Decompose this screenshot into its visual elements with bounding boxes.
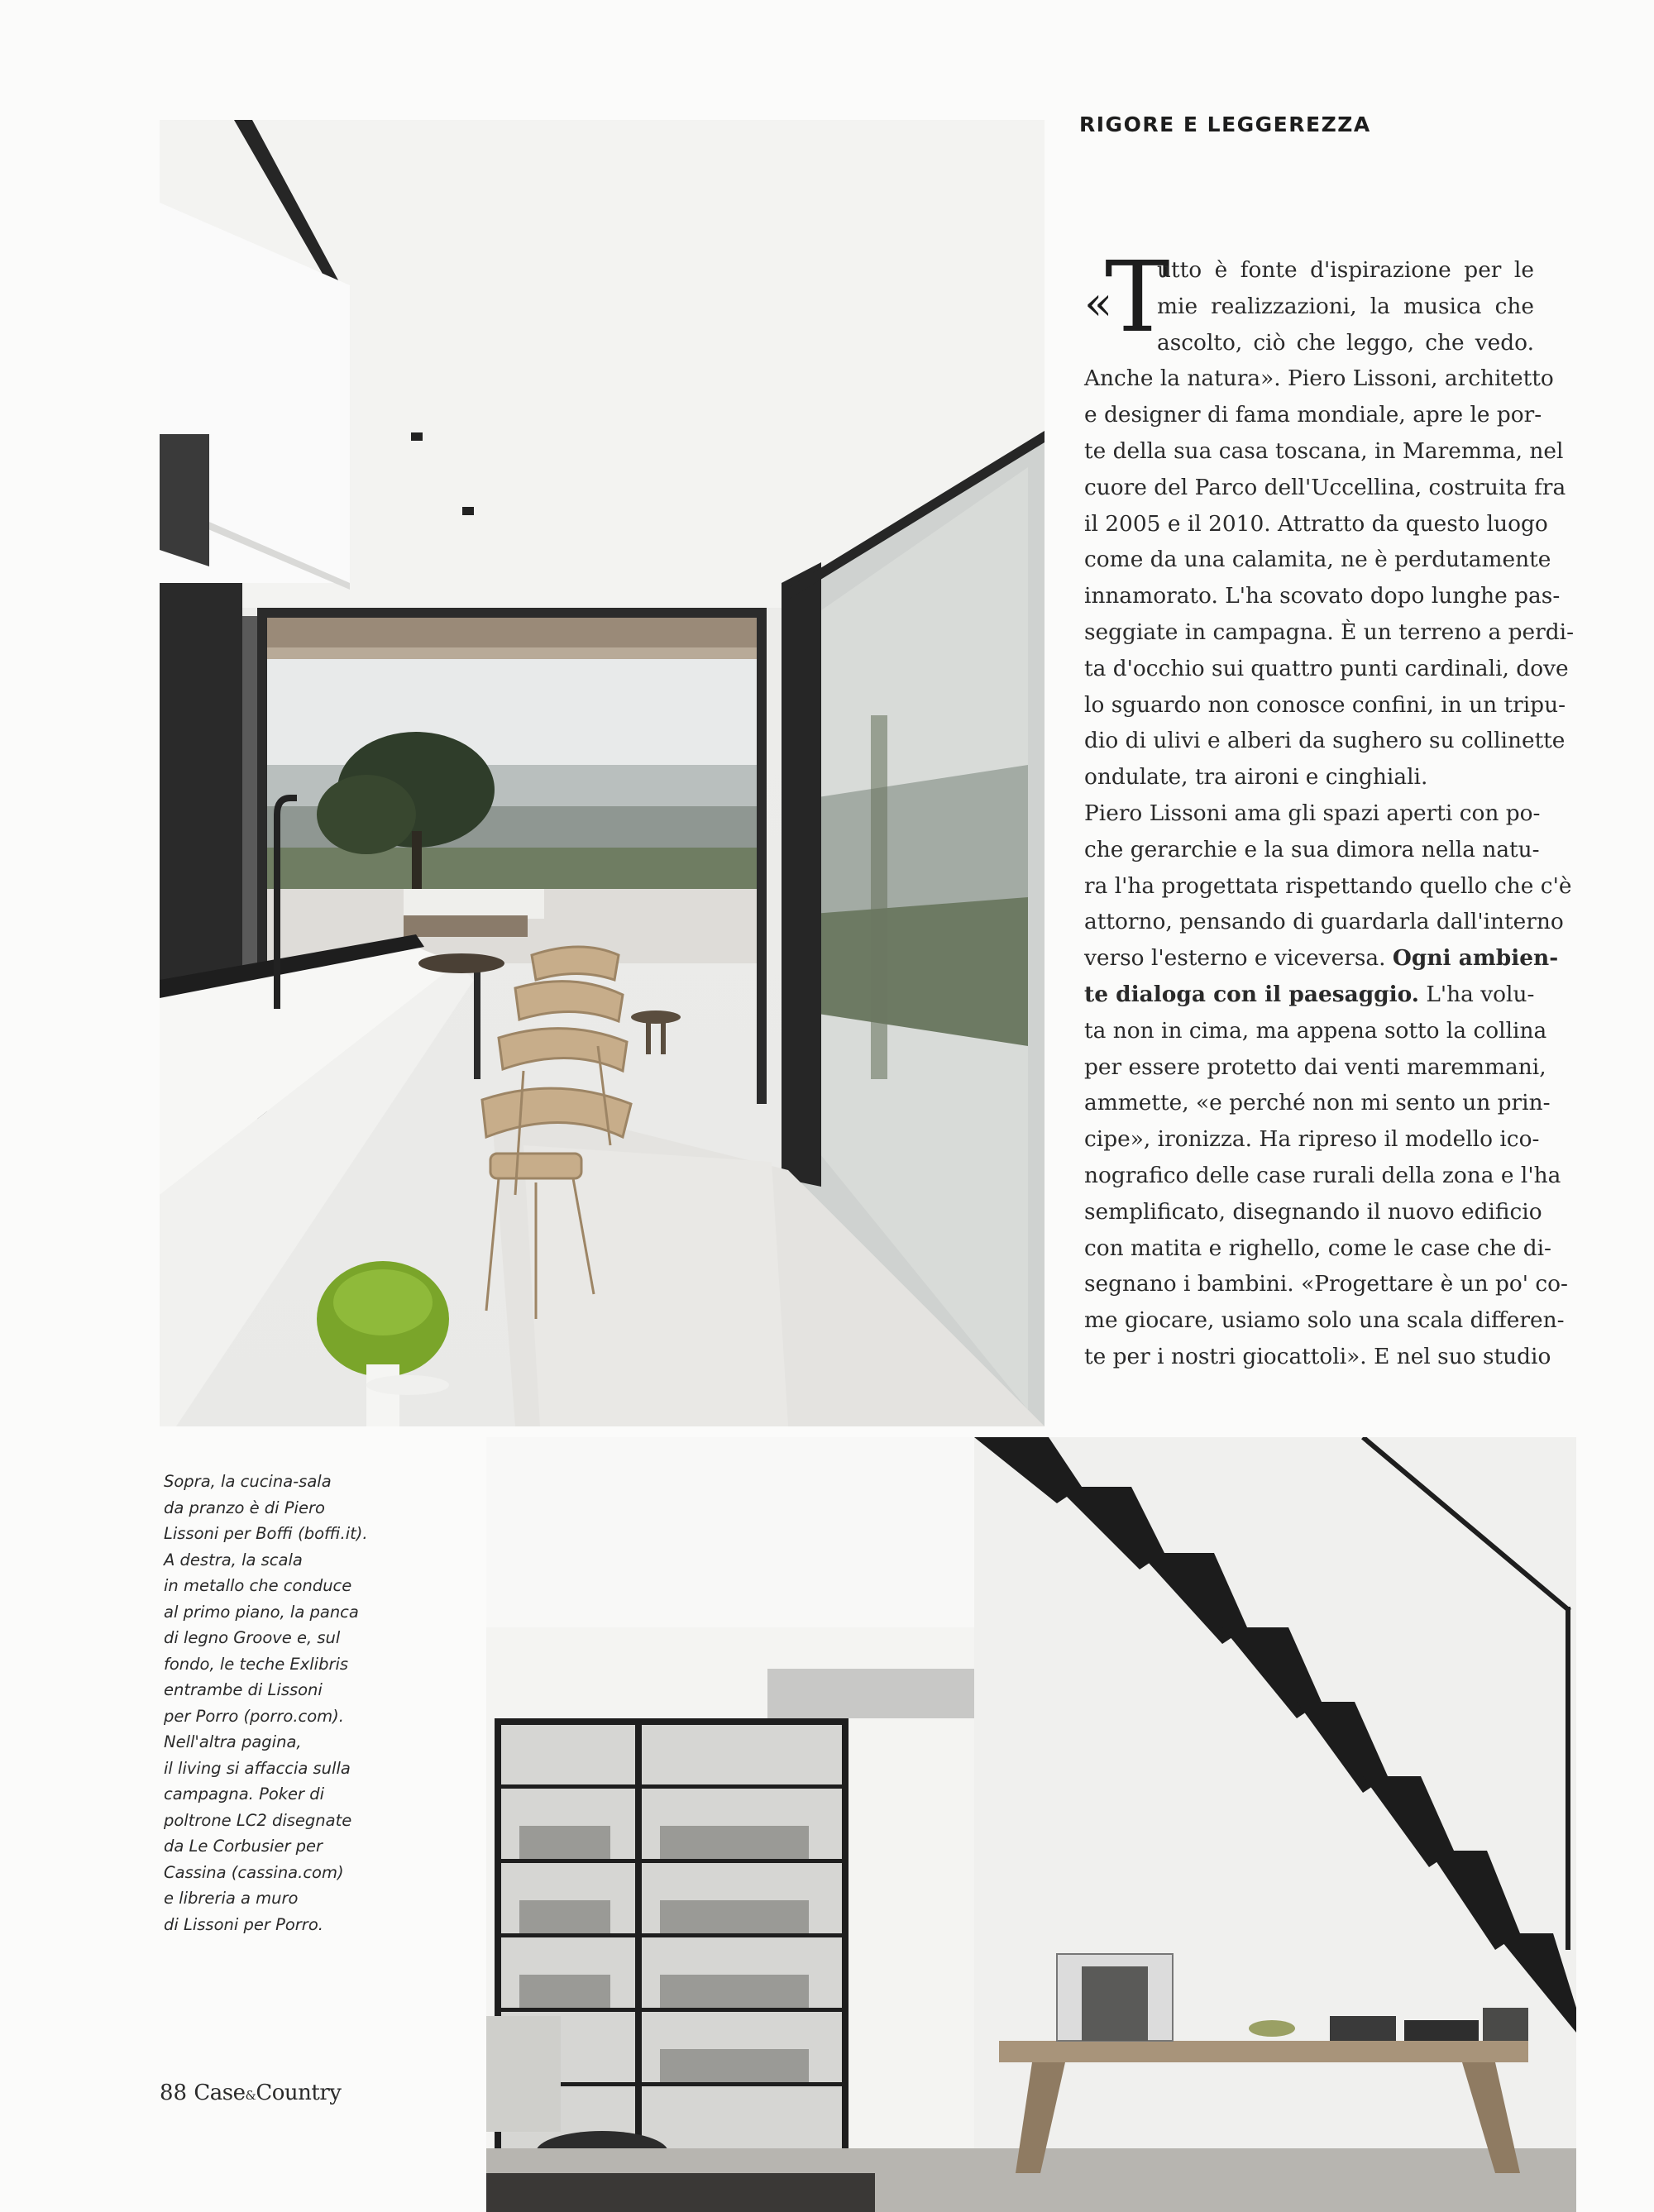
article-line: ta d'occhio sui quattro punti cardinali, dove <box>1084 655 1569 681</box>
article-line: e designer di fama mondiale, apre le por- <box>1084 402 1542 428</box>
article-body <box>1084 252 1575 1375</box>
article-line: cuore del Parco dell'Uccellina, costruita fra <box>1084 474 1566 500</box>
caption-line: Lissoni per Boffi (boffi.it). <box>164 1524 368 1543</box>
photo-stairs-image <box>486 1437 1576 2212</box>
article-line <box>1084 977 1534 1013</box>
page-number: 88 <box>160 2081 188 2105</box>
article-line: per essere protetto dai venti maremmani, <box>1084 1053 1546 1080</box>
magazine-name-rest: Country <box>256 2081 342 2105</box>
caption-line: il living si affaccia sulla <box>164 1758 351 1778</box>
article-line: Piero Lissoni ama gli spazi aperti con po- <box>1084 800 1541 826</box>
magazine-ampersand: & <box>245 2088 256 2103</box>
article-line: te per i nostri giocattoli». E nel suo studio <box>1084 1343 1551 1369</box>
article-line: Anche la natura». Piero Lissoni, architetto <box>1084 365 1554 392</box>
article-line: cipe», ironizza. Ha ripreso il modello ico- <box>1084 1126 1540 1153</box>
caption-line: Cassina (cassina.com) <box>164 1862 344 1882</box>
photo-kitchen-image <box>160 120 1045 1426</box>
section-heading: RIGORE E LEGGEREZZA <box>1079 112 1371 136</box>
article-line: il 2005 e il 2010. Attratto da questo luogo <box>1084 510 1548 537</box>
article-line: dio di ulivi e alberi da sughero su collinette <box>1084 728 1566 754</box>
caption-line: in metallo che conduce <box>164 1576 352 1595</box>
article-line: utto è fonte d'ispirazione per le <box>1157 257 1534 283</box>
article-line: come da una calamita, ne è perdutamente <box>1084 547 1551 573</box>
open-quote: « <box>1084 277 1113 331</box>
caption-line: campagna. Poker di <box>164 1784 325 1804</box>
magazine-name: Case <box>194 2081 246 2105</box>
article-highlight: Ogni ambien- <box>1392 945 1559 972</box>
article-line: seggiate in campagna. È un terreno a perdi- <box>1084 619 1575 645</box>
article-fragment: L'ha volu- <box>1426 981 1535 1007</box>
caption-line: e libreria a muro <box>164 1889 299 1908</box>
caption-line: al primo piano, la panca <box>164 1602 359 1622</box>
article-line: te della sua casa toscana, in Maremma, nel <box>1084 437 1564 464</box>
article-highlight: te dialoga con il paesaggio. <box>1084 981 1419 1007</box>
article-line: nografico delle case rurali della zona e l'ha <box>1084 1162 1561 1188</box>
article-line: mie realizzazioni, la musica che <box>1157 293 1534 319</box>
article-fragment: verso l'esterno e viceversa. <box>1084 945 1386 972</box>
caption-line: Sopra, la cucina-sala <box>164 1472 332 1491</box>
article-line: attorno, pensando di guardarla dall'interno <box>1084 909 1564 935</box>
drop-cap: T <box>1105 240 1170 354</box>
article-line: segnano i bambini. «Progettare è un po' co- <box>1084 1271 1568 1297</box>
article-line: lo sguardo non conosce confini, in un tripu- <box>1084 691 1566 718</box>
caption-line: A destra, la scala <box>164 1550 303 1569</box>
caption-line: da pranzo è di Piero <box>164 1498 325 1517</box>
article-line <box>1084 940 1559 977</box>
caption-line: di legno Groove e, sul <box>164 1628 341 1647</box>
article-line: con matita e righello, come le case che di- <box>1084 1235 1551 1261</box>
article-line: ta non in cima, ma appena sotto la collina <box>1084 1017 1547 1044</box>
article-line: ascolto, ciò che leggo, che vedo. <box>1157 329 1534 356</box>
article-line: me giocare, usiamo solo una scala differen- <box>1084 1307 1565 1334</box>
article-line: ammette, «e perché non mi sento un prin- <box>1084 1090 1551 1116</box>
article-line: ondulate, tra aironi e cinghiali. <box>1084 764 1428 791</box>
page-folio <box>160 2081 341 2105</box>
caption-line: per Porro (porro.com). <box>164 1706 344 1726</box>
caption-line: poltrone LC2 disegnate <box>164 1810 352 1830</box>
photo-kitchen <box>160 120 1045 1426</box>
article-line: semplificato, disegnando il nuovo edificio <box>1084 1198 1542 1225</box>
article-line: ra l'ha progettata rispettando quello che c'è <box>1084 872 1572 899</box>
photo-stairs <box>486 1437 1576 2212</box>
caption-line: da Le Corbusier per <box>164 1837 323 1856</box>
magazine-logo <box>194 2081 341 2105</box>
caption-line: Nell'altra pagina, <box>164 1732 302 1751</box>
caption-line: fondo, le teche Exlibris <box>164 1654 349 1674</box>
article-line: innamorato. L'ha scovato dopo lunghe pas- <box>1084 583 1561 609</box>
photo-caption <box>164 1469 370 1937</box>
caption-line: di Lissoni per Porro. <box>164 1914 323 1934</box>
caption-line: entrambe di Lissoni <box>164 1680 323 1699</box>
article-line: che gerarchie e la sua dimora nella natu- <box>1084 836 1540 862</box>
